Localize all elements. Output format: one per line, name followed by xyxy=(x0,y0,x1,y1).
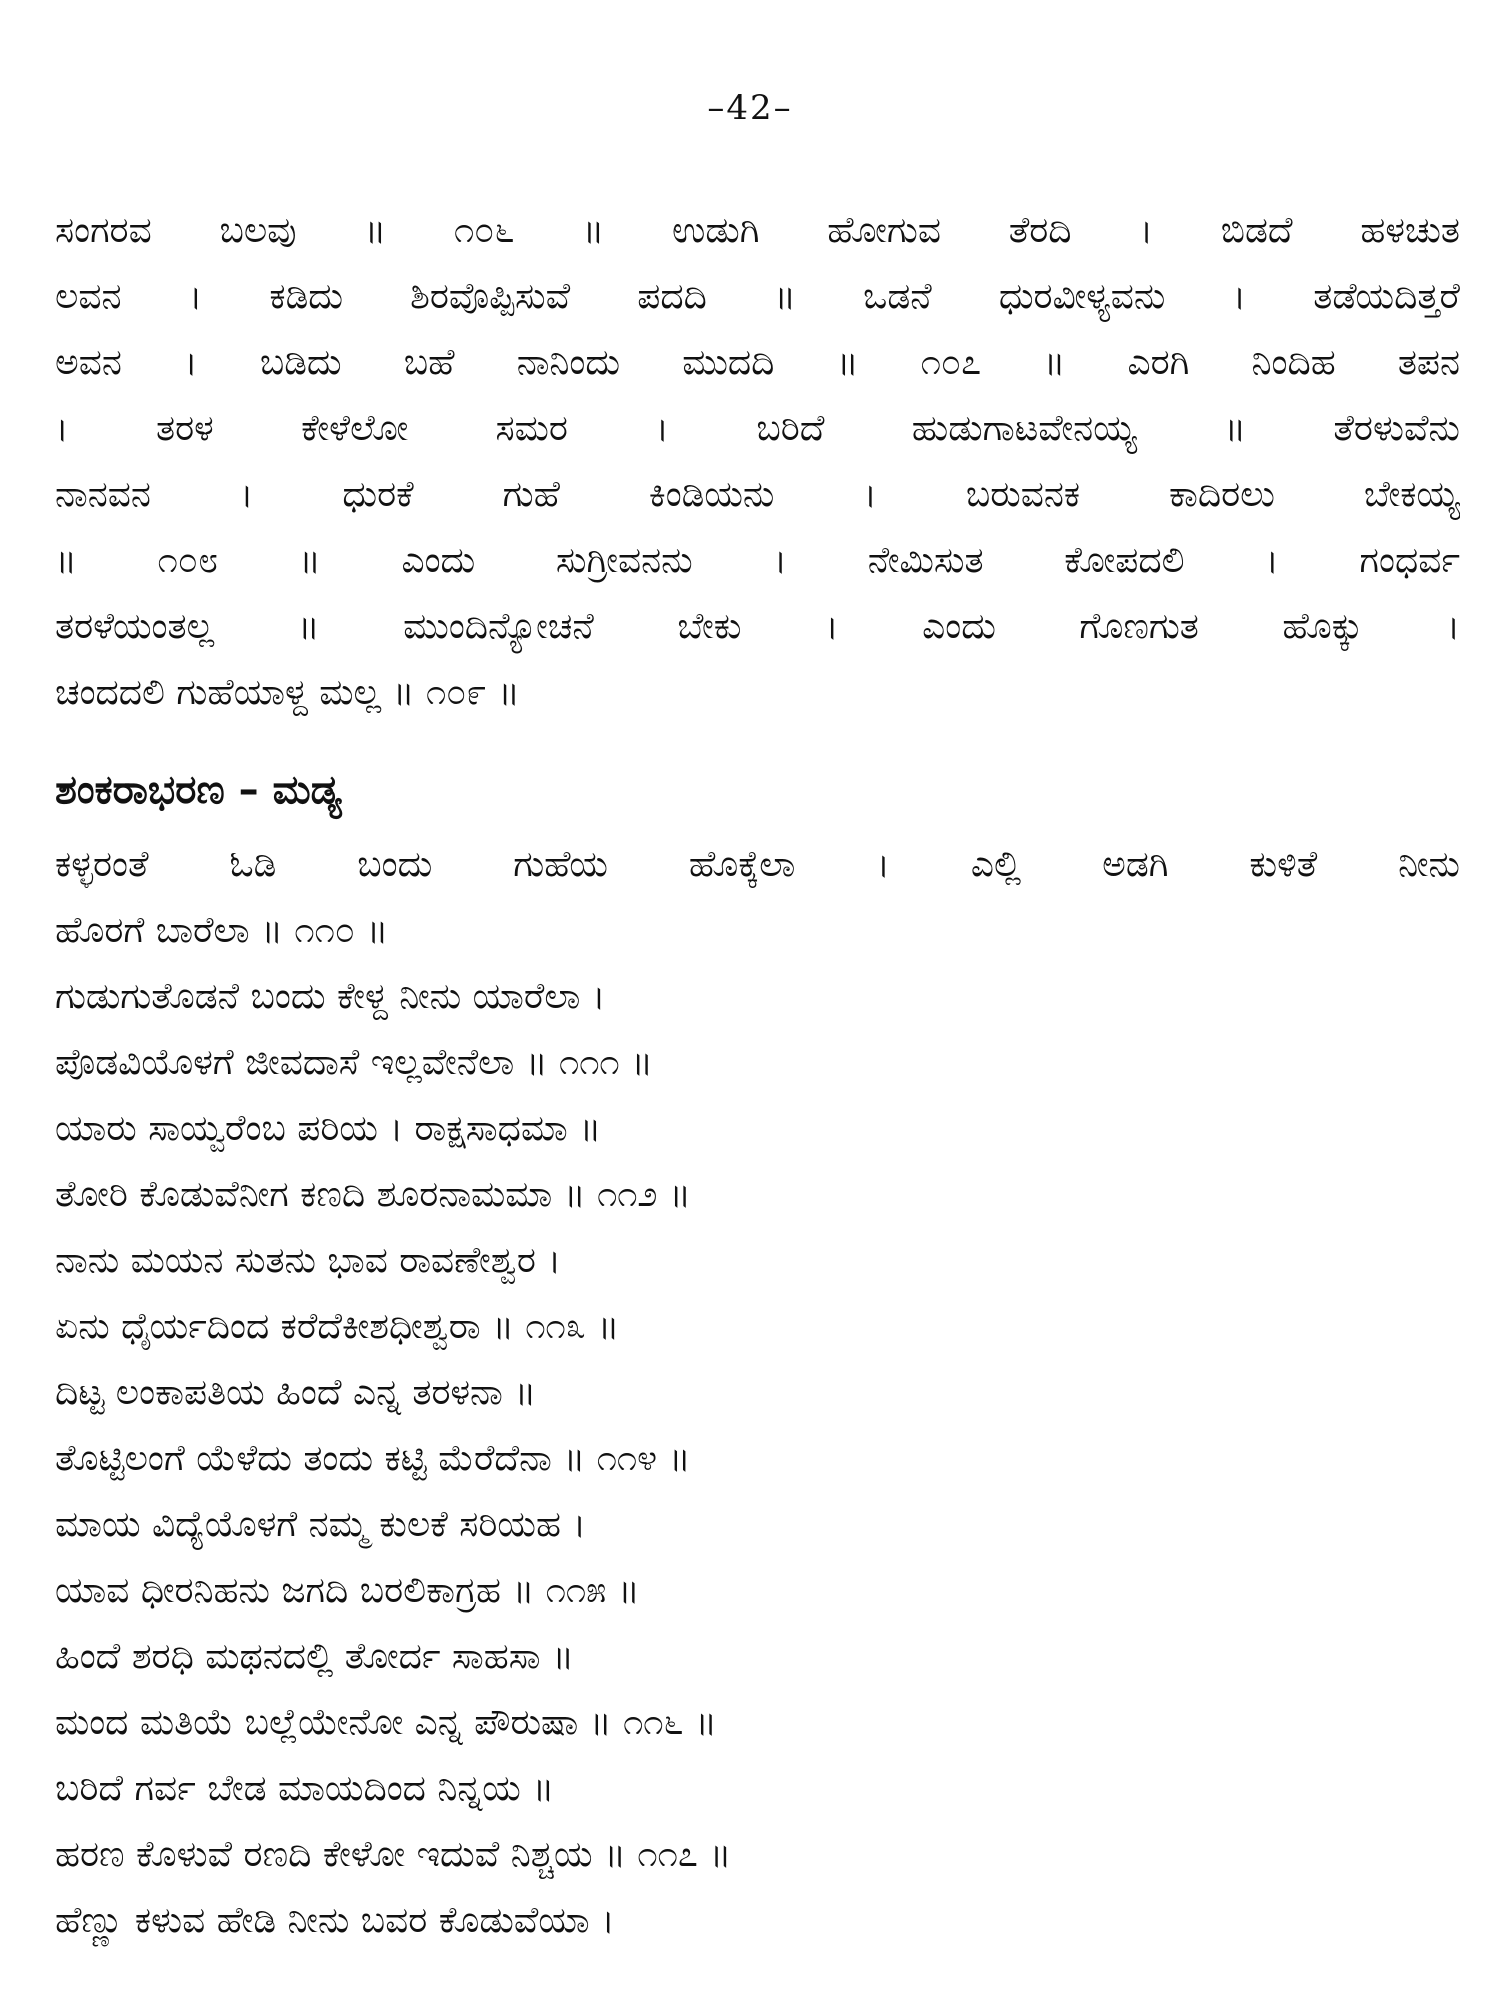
prose-paragraph xyxy=(55,198,1460,726)
verse-line: ಮಾಯ ವಿದ್ಯೆಯೊಳಗೆ ನಮ್ಮ ಕುಲಕೆ ಸರಿಯಹ । xyxy=(55,1504,587,1545)
prose-line: ಲವನ । ಕಡಿದು ಶಿರವೊಪ್ಪಿಸುವೆ ಪದದಿ ॥ ಒಡನೆ ಧುರವೀಳ್ಯವನು । ತಡೆಯದಿತ್ತರೆ xyxy=(55,276,1460,317)
verse-line: ಹಿಂದೆ ಶರಧಿ ಮಥನದಲ್ಲಿ ತೋರ್ದ ಸಾಹಸಾ ॥ xyxy=(55,1636,574,1677)
verse-line: ದಿಟ್ಟ ಲಂಕಾಪತಿಯ ಹಿಂದೆ ಎನ್ನ ತರಳನಾ ॥ xyxy=(55,1372,537,1413)
page-number: –42– xyxy=(707,88,793,128)
verse-line: ತೋರಿ ಕೊಡುವೆನೀಗ ಕಣದಿ ಶೂರನಾಮಮಾ ॥ ೧೧೨ ॥ xyxy=(55,1174,691,1215)
prose-line: ಸಂಗರವ ಬಲವು ॥ ೧೦೬ ॥ ಉಡುಗಿ ಹೋಗುವ ತೆರದಿ । ಬಿಡದೆ ಹಳಚುತ xyxy=(55,210,1460,251)
prose-line: ನಾನವನ । ಧುರಕೆ ಗುಹೆ ಕಿಂಡಿಯನು । ಬರುವನಕ ಕಾದಿರಲು ಬೇಕಯ್ಯ xyxy=(55,474,1460,515)
verse-line: ಯಾವ ಧೀರನಿಹನು ಜಗದಿ ಬರಲಿಕಾಗ್ರಹ ॥ ೧೧೫ ॥ xyxy=(55,1570,640,1611)
prose-line: । ತರಳ ಕೇಳೆಲೋ ಸಮರ । ಬರಿದೆ ಹುಡುಗಾಟವೇನಯ್ಯ ॥ ತೆರಳುವೆನು xyxy=(55,408,1460,449)
prose-line: ಚಂದದಲಿ ಗುಹೆಯಾಳ್ದ ಮಲ್ಲ ॥ ೧೦೯ ॥ xyxy=(55,672,520,713)
prose-line: ಅವನ । ಬಡಿದು ಬಹೆ ನಾನಿಂದು ಮುದದಿ ॥ ೧೦೭ ॥ ಎರಗಿ ನಿಂದಿಹ ತಪನ xyxy=(55,342,1460,383)
verse-line: ಮಂದ ಮತಿಯೆ ಬಲ್ಲೆಯೇನೋ ಎನ್ನ ಪೌರುಷಾ ॥ ೧೧೬ ॥ xyxy=(55,1702,717,1743)
verse-line: ಹರಣ ಕೊಳುವೆ ರಣದಿ ಕೇಳೋ ಇದುವೆ ನಿಶ್ಚಯ ॥ ೧೧೭ ॥ xyxy=(55,1834,732,1875)
verse-line: ಪೊಡವಿಯೊಳಗೆ ಜೀವದಾಸೆ ಇಲ್ಲವೇನೆಲಾ ॥ ೧೧೧ ॥ xyxy=(55,1042,653,1083)
verse-line: ಬರಿದೆ ಗರ್ವ ಬೇಡ ಮಾಯದಿಂದ ನಿನ್ನಯ ॥ xyxy=(55,1768,555,1809)
verse-line: ಗುಡುಗುತೊಡನೆ ಬಂದು ಕೇಳ್ದ ನೀನು ಯಾರೆಲಾ । xyxy=(55,976,606,1017)
verse-line: ಕಳ್ಳರಂತೆ ಓಡಿ ಬಂದು ಗುಹೆಯ ಹೊಕ್ಕೆಲಾ । ಎಲ್ಲಿ ಅಡಗಿ ಕುಳಿತೆ ನೀನು xyxy=(55,844,1460,885)
verse-line: ತೊಟ್ಟಿಲಂಗೆ ಯೆಳೆದು ತಂದು ಕಟ್ಟಿ ಮೆರೆದೆನಾ ॥ ೧೧೪ ॥ xyxy=(55,1438,691,1479)
verse-line: ನಾನು ಮಯನ ಸುತನು ಭಾವ ರಾವಣೇಶ್ವರ । xyxy=(55,1240,562,1281)
verse-line: ಹೆಣ್ಣು ಕಳುವ ಹೇಡಿ ನೀನು ಬವರ ಕೊಡುವೆಯಾ । xyxy=(55,1900,615,1941)
prose-line: ತರಳೆಯಂತಲ್ಲ ॥ ಮುಂದಿನ್ಯೋಚನೆ ಬೇಕು । ಎಂದು ಗೊಣಗುತ ಹೊಕ್ಕು । xyxy=(55,606,1460,647)
verse-line: ಯಾರು ಸಾಯ್ವರೆಂಬ ಪರಿಯ । ರಾಕ್ಷಸಾಧಮಾ ॥ xyxy=(55,1108,602,1149)
verse-block xyxy=(55,832,1460,1954)
raga-heading: ಶಂಕರಾಭರಣ – ಮಡ್ಯ xyxy=(55,767,342,813)
verse-line: ಏನು ಧೈರ್ಯದಿಂದ ಕರೆದೆಕೀಶಧೀಶ್ವರಾ ॥ ೧೧೩ ॥ xyxy=(55,1306,620,1347)
verse-line: ಹೊರಗೆ ಬಾರೆಲಾ ॥ ೧೧೦ ॥ xyxy=(55,910,389,951)
prose-line: ॥ ೧೦೮ ॥ ಎಂದು ಸುಗ್ರೀವನನು । ನೇಮಿಸುತ ಕೋಪದಲಿ । ಗಂಧರ್ವ xyxy=(55,540,1460,581)
